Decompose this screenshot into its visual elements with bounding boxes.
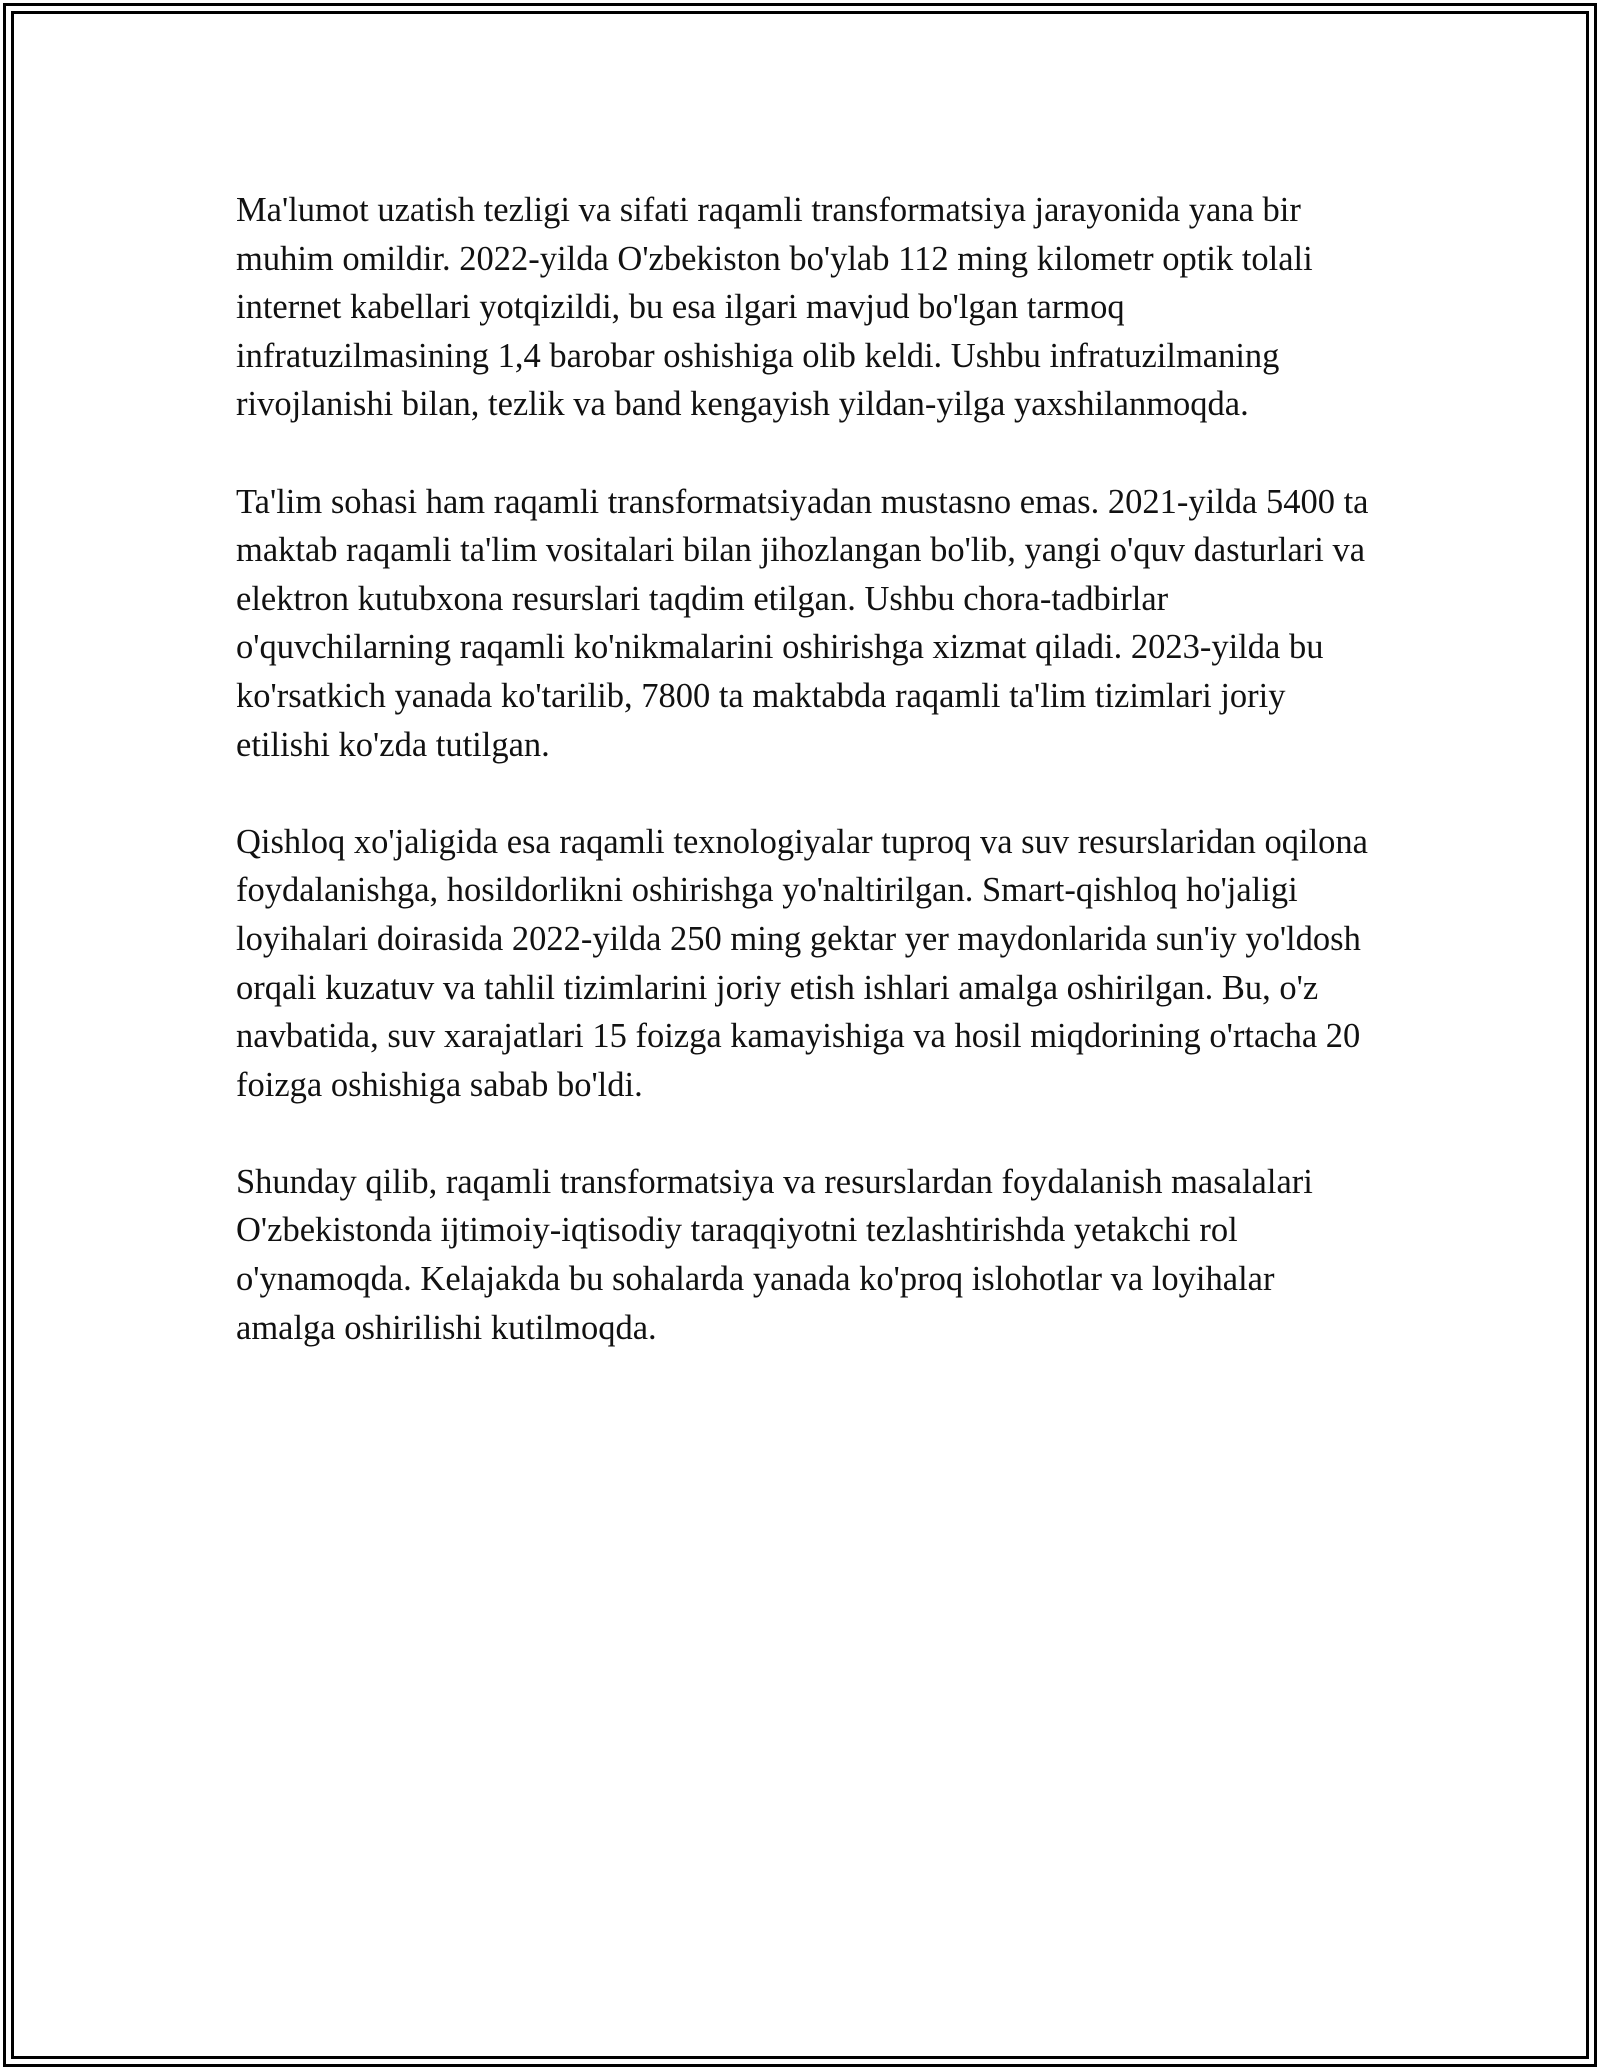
paragraph-data-transmission: Ma'lumot uzatish tezligi va sifati raqamli transformatsiya jarayonida yana bir muhim omildir. 2022-yilda O'zbekiston bo'ylab 112 ming kilometr optik tolali internet kabellari yotqizildi, bu esa ilgari mavjud bo'lgan tarmoq infratuzilmasining 1,4 barobar oshishiga olib keldi. Ushbu infratuzilmaning rivojlanishi bilan, tezlik va band kengayish yildan-yilga yaxshilanmoqda. (236, 191, 1313, 424)
paragraph-education: Ta'lim sohasi ham raqamli transformatsiyadan mustasno emas. 2021-yilda 5400 ta maktab raqamli ta'lim vositalari bilan jihozlangan bo'lib, yangi o'quv dasturlari va elektron kutubxona resurslari taqdim etilgan. Ushbu chora-tadbirlar o'quvchilarning raqamli ko'nikmalarini oshirishga xizmat qiladi. 2023-yilda bu ko'rsatkich yanada ko'tarilib, 7800 ta maktabda raqamli ta'lim tizimlari joriy etilishi ko'zda tutilgan. (236, 482, 1369, 764)
paragraph-conclusion: Shunday qilib, raqamli transformatsiya va resurslardan foydalanish masalalari O'zbekistonda ijtimoiy-iqtisodiy taraqqiyotni tezlashtirishda yetakchi rol o'ynamoqda. Kelajakda bu sohalarda yanada ko'proq islohotlar va loyihalar amalga oshirilishi kutilmoqda. (236, 1162, 1313, 1347)
document-body (236, 186, 1376, 1401)
paragraph-agriculture: Qishloq xo'jaligida esa raqamli texnologiyalar tuproq va suv resurslaridan oqilona foydalanishga, hosildorlikni oshirishga yo'naltirilgan. Smart-qishloq ho'jaligi loyihalari doirasida 2022-yilda 250 ming gektar yer maydonlarida sun'iy yo'ldosh orqali kuzatuv va tahlil tizimlarini joriy etish ishlari amalga oshirilgan. Bu, o'z navbatida, suv xarajatlari 15 foizga kamayishiga va hosil miqdorining o'rtacha 20 foizga oshishiga sabab bo'ldi. (236, 822, 1368, 1104)
